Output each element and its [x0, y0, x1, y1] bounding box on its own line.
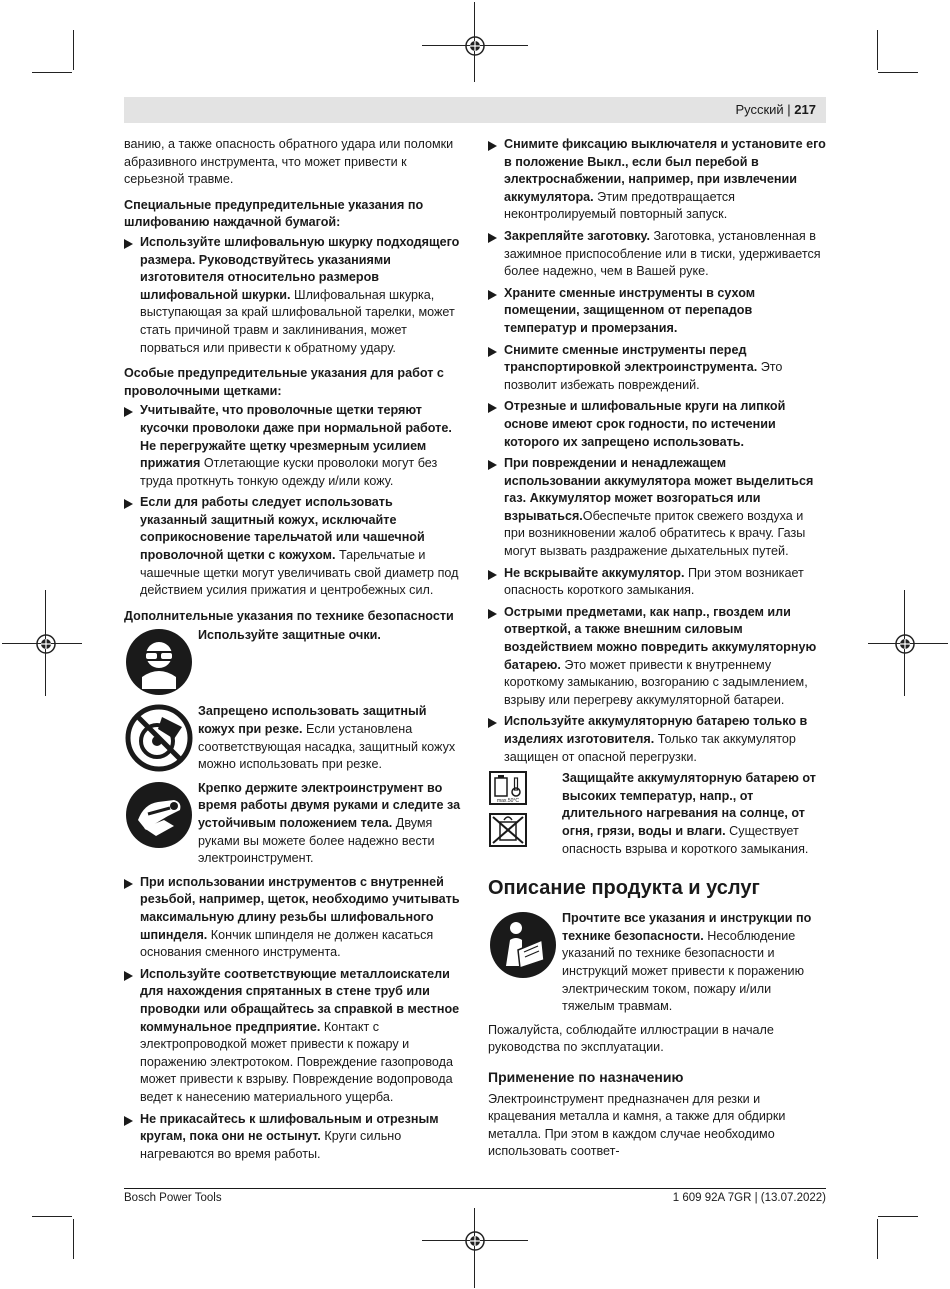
- warning-text: Это позволит избежать повреждений.: [504, 360, 783, 392]
- warning-bold: Запрещено использовать защитный кожух при резке.: [198, 704, 427, 737]
- section-title-wire-brushes: Особые предупредительные указания для работ с проволочными щетками:: [124, 366, 444, 398]
- list-item: [488, 136, 826, 224]
- warning-bold: Используйте шлифовальную шкурку подходящего размера. Руководствуйтесь указаниями изготовителя относительно размеров шлифовальной шкурки.: [140, 234, 460, 302]
- warning-bold: Прочтите все указания и инструкции по технике безопасности.: [562, 911, 812, 943]
- bullet-arrow-icon: [488, 403, 497, 413]
- bullet-arrow-icon: [124, 1116, 133, 1126]
- bullet-arrow-icon: [124, 971, 133, 981]
- list-item: [124, 1111, 462, 1164]
- bullet-arrow-icon: [488, 141, 497, 151]
- temperature-label: max.50°C: [496, 798, 520, 805]
- warning-bold: Отрезные и шлифовальные круги на липкой основе имеют срок годности, по истечении которого их запрещено использовать.: [504, 399, 786, 449]
- crop-mark: [32, 1216, 72, 1217]
- right-column: [488, 136, 826, 1168]
- warning-bold: Снимите сменные инструменты перед транспортировкой электроинструмента.: [504, 342, 758, 375]
- crop-mark: [878, 1216, 918, 1217]
- list-item: [124, 234, 462, 357]
- bullet-arrow-icon: [488, 609, 497, 619]
- section-title-additional: Дополнительные указания по технике безопасности: [124, 608, 454, 623]
- crop-mark: [877, 30, 878, 70]
- safety-goggles-icon: [124, 627, 194, 697]
- warning-bold: Используйте соответствующие металлоискатели для нахождения спрятанных в стене труб или проводки или обращайтесь за справкой в местное коммунальное предприятие.: [140, 966, 460, 1034]
- warning-bold: Защищайте аккумуляторную батарею от высоких температур, напр., от длительного нагревания на солнце, от огня, грязи, воды и влаги.: [562, 771, 816, 838]
- bullet-arrow-icon: [488, 718, 497, 728]
- page-header: [124, 97, 826, 123]
- warning-bold: Если для работы следует использовать указанный защитный кожух, исключайте соприкосновение тарельчатой или чашечной проволочной щетки с кожухом.: [140, 495, 425, 563]
- icon-instruction: [488, 770, 826, 858]
- bullet-arrow-icon: [124, 407, 133, 417]
- warning-text: Кончик шпинделя не должен касаться основания сменного инструмента.: [140, 927, 434, 960]
- warning-bold: Крепко держите электроинструмент во время работы двумя руками и следите за устойчивым положением тела.: [198, 780, 461, 830]
- list-item: [124, 874, 462, 962]
- warning-text: Тарельчатые и чашечные щетки могут увеличивать свой диаметр под действием усилия прижатия и центробежных сил.: [140, 548, 459, 598]
- warning-text: Шлифовальная шкурка, выступающая за край шлифовальной тарелки, может стать причиной травм и заклинивания, может порваться или привести к обратному удару.: [140, 287, 455, 355]
- no-guard-cutting-icon: [124, 703, 194, 773]
- list-item: [488, 604, 826, 710]
- intended-use-paragraph: Электроинструмент предназначен для резки и крацевания металла и камня, а также для обдирки металла. При этом в каждом случае необходимо использовать соответ-: [488, 1091, 786, 1159]
- warning-text: Это может привести к внутреннему короткому замыканию, возгоранию с задымлением, взрыву или перегреву аккумуляторной батареи.: [504, 657, 808, 707]
- warning-bold: Закрепляйте заготовку.: [504, 228, 650, 243]
- two-hands-grip-icon: [124, 780, 194, 850]
- footer-doc-id: 1 609 92A 7GR | (13.07.2022): [672, 1192, 826, 1204]
- warning-text: Несоблюдение указаний по технике безопасности и инструкций может привести к поражению электрическим током, пожару и/или тяжелым травмам.: [562, 928, 805, 1014]
- bullet-arrow-icon: [124, 879, 133, 889]
- illustration-note: Пожалуйста, соблюдайте иллюстрации в начале руководства по эксплуатации.: [488, 1022, 774, 1055]
- page-number: 217: [794, 102, 816, 117]
- list-item: [488, 713, 826, 766]
- registration-mark-icon: [34, 632, 58, 656]
- crop-mark: [877, 1219, 878, 1259]
- warning-text: Этим предотвращается неконтролируемый повторный запуск.: [504, 189, 735, 222]
- bullet-arrow-icon: [124, 239, 133, 249]
- warning-bold: Не прикасайтесь к шлифовальным и отрезным кругам, пока они не остынут.: [140, 1111, 439, 1144]
- page-header-text: Русский | 217: [735, 102, 816, 117]
- bullet-arrow-icon: [124, 499, 133, 509]
- warning-text: Круги сильно нагреваются во время работы.: [140, 1129, 402, 1161]
- bullet-arrow-icon: [488, 460, 497, 470]
- bullet-arrow-icon: [488, 290, 497, 300]
- warning-text: Если установлена соответствующая насадка, защитный кожух можно использовать при резке.: [198, 722, 456, 772]
- bullet-arrow-icon: [488, 347, 497, 357]
- warning-text: Только так аккумулятор защищен от опасной перегрузки.: [504, 732, 796, 764]
- footer-brand: Bosch Power Tools: [124, 1192, 222, 1204]
- icon-instruction: [124, 780, 462, 868]
- registration-mark-icon: [893, 632, 917, 656]
- warning-bold: Не вскрывайте аккумулятор.: [504, 565, 685, 580]
- icon-instruction: [488, 910, 826, 1016]
- list-item: [124, 966, 462, 1107]
- warning-bold: При использовании инструментов с внутренней резьбой, например, щеток, необходимо учитывать максимальную длину резьбы шлифовального шпинделя.: [140, 874, 460, 942]
- read-manual-icon: [488, 910, 558, 980]
- list-item: [488, 398, 826, 451]
- list-item: [488, 455, 826, 561]
- crop-mark: [32, 72, 72, 73]
- battery-temperature-icon: [488, 770, 528, 806]
- list-item: [124, 494, 462, 600]
- list-item: [488, 565, 826, 600]
- icon-instruction: [124, 627, 462, 697]
- warning-bold: Снимите фиксацию выключателя и установите его в положение Выкл., если был перебой в электроснабжении, например, при извлечении аккумулятора.: [504, 137, 826, 204]
- list-item: [488, 285, 826, 338]
- section-heading: Описание продукта и услуг: [488, 877, 760, 900]
- warning-bold: При повреждении и ненадлежащем использовании аккумулятора может выделиться газ. Аккумулятор может возгораться или взрываться.: [504, 456, 814, 523]
- battery-no-water-fire-icon: [488, 812, 528, 848]
- crop-mark: [878, 72, 918, 73]
- crop-mark: [73, 1219, 74, 1259]
- battery-icons: [488, 770, 550, 858]
- intro-paragraph: ванию, а также опасность обратного удара или поломки абразивного инструмента, что может привести к серьезной травме.: [124, 137, 454, 187]
- list-item: [488, 342, 826, 395]
- warning-text: Контакт с электропроводкой может привести к пожару и поражению электротоком. Повреждение газопровода может привести к взрыву. Повреждение водопровода ведет к нанесению материального ущерба.: [140, 1019, 453, 1104]
- warning-text: Отлетающие куски проволоки могут без труда проткнуть тонкую одежду и/или кожу.: [140, 456, 438, 488]
- bullet-arrow-icon: [488, 570, 497, 580]
- footer-divider: [124, 1188, 826, 1189]
- icon-instruction: [124, 703, 462, 773]
- subsection-heading: Применение по назначению: [488, 1068, 684, 1085]
- warning-text: Существует опасность взрыва и короткого замыкания.: [562, 823, 809, 856]
- registration-mark-icon: [463, 34, 487, 58]
- language-label: Русский: [735, 102, 784, 117]
- bullet-arrow-icon: [488, 233, 497, 243]
- warning-bold: Используйте защитные очки.: [198, 628, 381, 643]
- list-item: [488, 228, 826, 281]
- crop-mark: [73, 30, 74, 70]
- warning-bold: Острыми предметами, как напр., гвоздем или отверткой, а также внешним силовым воздействием можно повредить аккумуляторную батарею.: [504, 604, 817, 672]
- warning-bold: Учитывайте, что проволочные щетки теряют кусочки проволоки даже при нормальной работе. Не перегружайте щетку чрезмерным усилием прижатия: [140, 403, 452, 471]
- registration-mark-icon: [463, 1229, 487, 1253]
- list-item: [124, 402, 462, 490]
- warning-bold: Используйте аккумуляторную батарею только в изделиях изготовителя.: [504, 714, 808, 746]
- warning-text: Обеспечьте приток свежего воздуха и при возникновении жалоб обратитесь к врачу. Газы могут вызвать раздражение дыхательных путей.: [504, 508, 806, 559]
- warning-text: Двумя руками вы можете более надежно вести электроинструмент.: [198, 816, 435, 866]
- section-title-sanding: Специальные предупредительные указания по шлифованию наждачной бумагой:: [124, 197, 424, 230]
- left-column: [124, 136, 462, 1167]
- warning-bold: Храните сменные инструменты в сухом помещении, защищенном от перепадов температур и промерзания.: [504, 285, 756, 335]
- warning-text: Заготовка, установленная в зажимное приспособление или в тиски, удерживается более надежно, чем в Вашей руке.: [504, 228, 821, 279]
- warning-text: При этом возникает опасность короткого замыкания.: [504, 565, 804, 598]
